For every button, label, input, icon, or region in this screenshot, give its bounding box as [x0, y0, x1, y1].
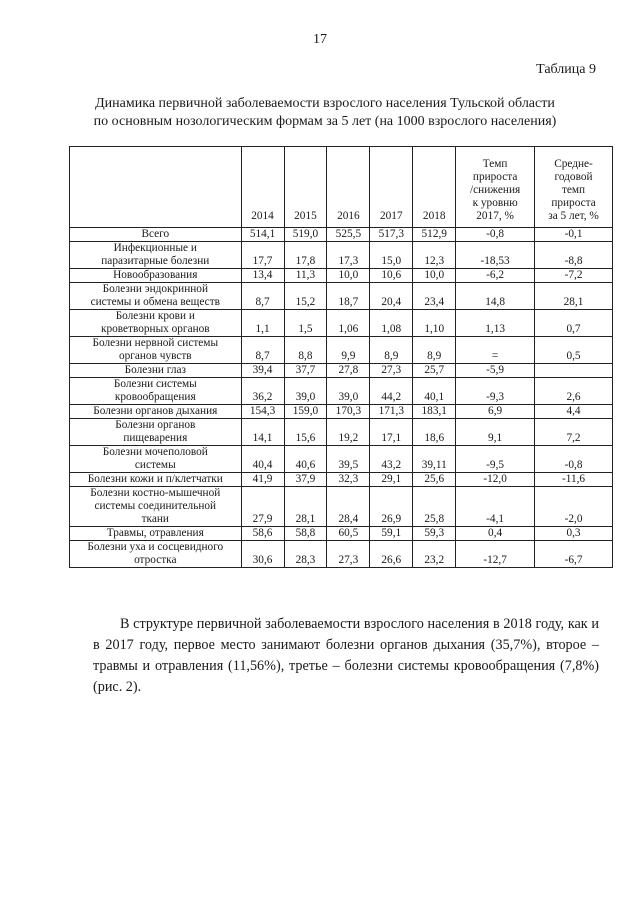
- row-label-line: Болезни системы: [113, 378, 197, 390]
- row-label: [70, 283, 242, 310]
- cell-value: 159,0: [284, 405, 327, 419]
- cell-value: 8,9: [413, 337, 456, 364]
- row-label-line: Болезни эндокринной: [102, 283, 208, 295]
- cell-value: 1,1: [241, 310, 284, 337]
- cell-value: 6,9: [456, 405, 535, 419]
- cell-value: 30,6: [241, 541, 284, 568]
- cell-value: 9,1: [456, 419, 535, 446]
- cell-value: 12,3: [413, 242, 456, 269]
- table-row: [70, 405, 613, 419]
- row-label-line: Болезни крови и: [115, 310, 195, 322]
- row-label-line: Болезни нервной системы: [92, 337, 219, 349]
- cell-value: 25,6: [413, 473, 456, 487]
- row-label-line: кровообращения: [114, 391, 196, 403]
- row-label-line: Болезни органов дыхания: [93, 405, 218, 417]
- row-label-line: системы: [134, 459, 176, 471]
- row-label: [70, 487, 242, 527]
- cell-value: 27,3: [370, 364, 413, 378]
- cell-value: 0,3: [535, 527, 613, 541]
- cell-value: 2,6: [535, 378, 613, 405]
- header-growth-line: 2017, %: [476, 210, 514, 222]
- cell-value: 525,5: [327, 228, 370, 242]
- cell-value: [535, 364, 613, 378]
- cell-value: 15,2: [284, 283, 327, 310]
- cell-value: -8,8: [535, 242, 613, 269]
- row-label-line: органов чувств: [118, 350, 192, 362]
- cell-value: 17,3: [327, 242, 370, 269]
- cell-value: 36,2: [241, 378, 284, 405]
- cell-value: -9,3: [456, 378, 535, 405]
- cell-value: -0,8: [456, 228, 535, 242]
- row-label-line: ткани: [141, 513, 169, 525]
- cell-value: 20,4: [370, 283, 413, 310]
- page-number: 17: [313, 32, 327, 47]
- cell-value: 8,9: [370, 337, 413, 364]
- table-row: [70, 378, 613, 405]
- header-avg-line: темп: [561, 184, 586, 196]
- cell-value: -9,5: [456, 446, 535, 473]
- row-label: [70, 310, 242, 337]
- cell-value: 8,8: [284, 337, 327, 364]
- row-label: [70, 242, 242, 269]
- table-row: [70, 242, 613, 269]
- cell-value: 183,1: [413, 405, 456, 419]
- cell-value: 19,2: [327, 419, 370, 446]
- cell-value: 39,0: [284, 378, 327, 405]
- row-label: [70, 527, 242, 541]
- cell-value: 26,9: [370, 487, 413, 527]
- row-label-line: Инфекционные и: [113, 242, 197, 254]
- cell-value: 28,3: [284, 541, 327, 568]
- cell-value: =: [456, 337, 535, 364]
- header-2015: 2015: [284, 147, 327, 228]
- cell-value: -0,1: [535, 228, 613, 242]
- cell-value: 517,3: [370, 228, 413, 242]
- header-2018: 2018: [413, 147, 456, 228]
- row-label-line: кроветворных органов: [100, 323, 210, 335]
- cell-value: 15,6: [284, 419, 327, 446]
- cell-value: 39,0: [327, 378, 370, 405]
- header-avg-rate: [535, 147, 613, 228]
- cell-value: 27,9: [241, 487, 284, 527]
- cell-value: 13,4: [241, 269, 284, 283]
- cell-value: 17,7: [241, 242, 284, 269]
- cell-value: 28,4: [327, 487, 370, 527]
- cell-value: 40,6: [284, 446, 327, 473]
- table-row: [70, 473, 613, 487]
- body-paragraph: В структуре первичной заболеваемости взрослого населения в 2018 году, как и в 2017 году, первое место занимают болезни органов дыхания (35,7%), второе – травмы и отравления (11,56%), третье – болезни системы кровообращения (7,8%) (рис. 2).: [93, 616, 599, 695]
- cell-value: 1,10: [413, 310, 456, 337]
- cell-value: 512,9: [413, 228, 456, 242]
- cell-value: 40,4: [241, 446, 284, 473]
- cell-value: 14,8: [456, 283, 535, 310]
- table-header-row: [70, 147, 613, 228]
- header-growth-line: /снижения: [470, 184, 521, 196]
- row-label-line: Травмы, отравления: [106, 527, 204, 539]
- cell-value: 27,3: [327, 541, 370, 568]
- cell-value: 519,0: [284, 228, 327, 242]
- cell-value: -4,1: [456, 487, 535, 527]
- table-row: [70, 541, 613, 568]
- row-label-line: отростка: [134, 554, 177, 566]
- cell-value: 4,4: [535, 405, 613, 419]
- row-label: [70, 405, 242, 419]
- cell-value: 59,1: [370, 527, 413, 541]
- cell-value: 10,0: [327, 269, 370, 283]
- cell-value: 37,7: [284, 364, 327, 378]
- row-label: [70, 364, 242, 378]
- row-label: [70, 446, 242, 473]
- cell-value: 37,9: [284, 473, 327, 487]
- cell-value: 23,2: [413, 541, 456, 568]
- cell-value: 18,7: [327, 283, 370, 310]
- cell-value: 41,9: [241, 473, 284, 487]
- header-growth-rate: [456, 147, 535, 228]
- cell-value: 39,4: [241, 364, 284, 378]
- cell-value: 154,3: [241, 405, 284, 419]
- header-avg-line: прироста: [551, 197, 596, 209]
- row-label-line: Болезни уха и сосцевидного: [87, 541, 224, 553]
- cell-value: 8,7: [241, 283, 284, 310]
- cell-value: 1,13: [456, 310, 535, 337]
- cell-value: 26,6: [370, 541, 413, 568]
- table-row: [70, 487, 613, 527]
- table-row: [70, 269, 613, 283]
- cell-value: 27,8: [327, 364, 370, 378]
- cell-value: 23,4: [413, 283, 456, 310]
- cell-value: -0,8: [535, 446, 613, 473]
- cell-value: 32,3: [327, 473, 370, 487]
- table-row: [70, 527, 613, 541]
- row-label-line: Болезни костно-мышечной: [90, 487, 221, 499]
- cell-value: 14,1: [241, 419, 284, 446]
- table-row: [70, 446, 613, 473]
- row-label: [70, 337, 242, 364]
- row-label: [70, 419, 242, 446]
- row-label: [70, 378, 242, 405]
- cell-value: -11,6: [535, 473, 613, 487]
- cell-value: 1,5: [284, 310, 327, 337]
- cell-value: 1,06: [327, 310, 370, 337]
- morbidity-table: [69, 146, 613, 568]
- cell-value: 8,7: [241, 337, 284, 364]
- table-title-line-2: по основным нозологическим формам за 5 лет (на 1000 взрослого населения): [93, 114, 557, 129]
- cell-value: 28,1: [284, 487, 327, 527]
- row-label-line: Болезни органов: [115, 419, 196, 431]
- header-2017: 2017: [370, 147, 413, 228]
- cell-value: 17,8: [284, 242, 327, 269]
- cell-value: -6,7: [535, 541, 613, 568]
- header-2014: 2014: [241, 147, 284, 228]
- cell-value: 44,2: [370, 378, 413, 405]
- row-label-line: пищеварения: [123, 432, 188, 444]
- cell-value: 60,5: [327, 527, 370, 541]
- cell-value: 0,5: [535, 337, 613, 364]
- table-row: [70, 337, 613, 364]
- cell-value: 0,7: [535, 310, 613, 337]
- cell-value: 171,3: [370, 405, 413, 419]
- cell-value: 15,0: [370, 242, 413, 269]
- row-label: [70, 269, 242, 283]
- cell-value: 40,1: [413, 378, 456, 405]
- header-growth-line: прироста: [472, 171, 518, 183]
- cell-value: 59,3: [413, 527, 456, 541]
- header-avg-line: за 5 лет, %: [548, 210, 599, 222]
- cell-value: 25,8: [413, 487, 456, 527]
- row-label-line: Болезни глаз: [124, 364, 186, 376]
- cell-value: -7,2: [535, 269, 613, 283]
- cell-value: 39,11: [413, 446, 456, 473]
- row-label-line: Болезни кожи и п/клетчатки: [87, 473, 223, 485]
- row-label: [70, 473, 242, 487]
- header-growth-line: Темп: [482, 158, 508, 170]
- cell-value: 0,4: [456, 527, 535, 541]
- cell-value: 39,5: [327, 446, 370, 473]
- cell-value: -2,0: [535, 487, 613, 527]
- header-name: [70, 147, 242, 228]
- header-2016: 2016: [327, 147, 370, 228]
- cell-value: 170,3: [327, 405, 370, 419]
- cell-value: -12,0: [456, 473, 535, 487]
- table-title: [60, 95, 590, 131]
- cell-value: 43,2: [370, 446, 413, 473]
- cell-value: 514,1: [241, 228, 284, 242]
- row-label-line: паразитарные болезни: [101, 255, 210, 267]
- cell-value: 10,0: [413, 269, 456, 283]
- header-avg-line: годовой: [554, 171, 593, 183]
- table-row: [70, 419, 613, 446]
- table-row: [70, 283, 613, 310]
- row-label: [70, 541, 242, 568]
- table-label: Таблица 9: [536, 62, 596, 77]
- cell-value: 9,9: [327, 337, 370, 364]
- row-label-line: Болезни мочеполовой: [102, 446, 208, 458]
- cell-value: -12,7: [456, 541, 535, 568]
- header-avg-line: Средне-: [554, 158, 593, 170]
- cell-value: 1,08: [370, 310, 413, 337]
- cell-value: 11,3: [284, 269, 327, 283]
- cell-value: -18,53: [456, 242, 535, 269]
- cell-value: 7,2: [535, 419, 613, 446]
- table-row: [70, 364, 613, 378]
- cell-value: 10,6: [370, 269, 413, 283]
- cell-value: -6,2: [456, 269, 535, 283]
- table-row: [70, 228, 613, 242]
- cell-value: 58,8: [284, 527, 327, 541]
- cell-value: 25,7: [413, 364, 456, 378]
- row-label-line: системы соединительной: [94, 500, 217, 512]
- cell-value: 29,1: [370, 473, 413, 487]
- cell-value: 28,1: [535, 283, 613, 310]
- cell-value: 17,1: [370, 419, 413, 446]
- table-title-line-1: Динамика первичной заболеваемости взрослого населения Тульской области: [95, 96, 555, 111]
- row-label-line: системы и обмена веществ: [90, 296, 220, 308]
- cell-value: 18,6: [413, 419, 456, 446]
- cell-value: -5,9: [456, 364, 535, 378]
- cell-value: 58,6: [241, 527, 284, 541]
- row-label-line: Всего: [141, 228, 170, 240]
- header-growth-line: к уровню: [472, 197, 518, 209]
- row-label: [70, 228, 242, 242]
- row-label-line: Новообразования: [113, 269, 198, 281]
- table-row: [70, 310, 613, 337]
